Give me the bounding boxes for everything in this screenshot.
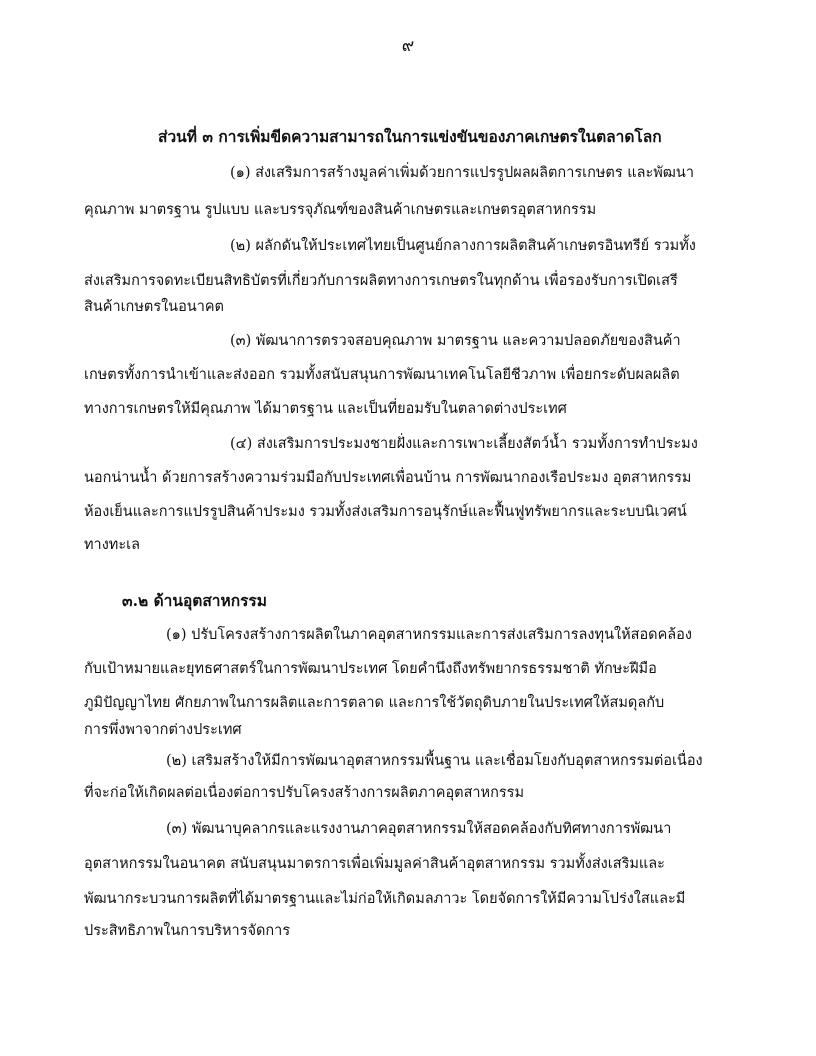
paragraph-line: (๔) ส่งเสริมการประมงชายฝั่งและการเพาะเลี้ยงสัตว์น้ำ รวมทั้งการทำประมง: [230, 436, 698, 452]
paragraph-line: เกษตรทั้งการนำเข้าและส่งออก รวมทั้งสนับสนุนการพัฒนาเทคโนโลยีชีวภาพ เพื่อยกระดับผลผลิต: [84, 367, 680, 383]
paragraph-line: ประสิทธิภาพในการบริหารจัดการ: [84, 923, 291, 939]
paragraph-line: (๓) พัฒนาการตรวจสอบคุณภาพ มาตรฐาน และความปลอดภัยของสินค้า: [230, 333, 681, 349]
paragraph-line: ส่งเสริมการจดทะเบียนสิทธิบัตรที่เกี่ยวกับการผลิตทางการเกษตรในทุกด้าน เพื่อรองรับการเปิดเสรี: [84, 273, 678, 289]
paragraph-line: พัฒนากระบวนการผลิตที่ได้มาตรฐานและไม่ก่อให้เกิดมลภาวะ โดยจัดการให้มีความโปร่งใสและมี: [84, 891, 686, 907]
paragraph-line: ทางทะเล: [84, 537, 140, 553]
paragraph-line: (๑) ส่งเสริมการสร้างมูลค่าเพิ่มด้วยการแปรรูปผลผลิตการเกษตร และพัฒนา: [230, 165, 694, 181]
paragraph-line: สินค้าเกษตรในอนาคต: [84, 299, 224, 315]
paragraph-line: (๒) เสริมสร้างให้มีการพัฒนาอุตสาหกรรมพื้นฐาน และเชื่อมโยงกับอุตสาหกรรมต่อเนื่อง: [166, 753, 703, 769]
paragraph-line: อุตสาหกรรมในอนาคต สนับสนุนมาตรการเพื่อเพิ่มมูลค่าสินค้าอุตสาหกรรม รวมทั้งส่งเสริมและ: [84, 856, 665, 872]
paragraph-line: ทางการเกษตรให้มีคุณภาพ ได้มาตรฐาน และเป็นที่ยอมรับในตลาดต่างประเทศ: [84, 401, 567, 417]
paragraph-line: นอกน่านน้ำ ด้วยการสร้างความร่วมมือกับประเทศเพื่อนบ้าน การพัฒนากองเรือประมง อุตสาหกรรม: [84, 470, 692, 486]
paragraph-line: (๒) ผลักดันให้ประเทศไทยเป็นศูนย์กลางการผลิตสินค้าเกษตรอินทรีย์ รวมทั้ง: [230, 238, 696, 254]
section-heading: ๓.๒ ด้านอุตสาหกรรม: [122, 591, 267, 610]
paragraph-line: ภูมิปัญญาไทย ศักยภาพในการผลิตและการตลาด และการใช้วัตถุดิบภายในประเทศให้สมดุลกับ: [84, 695, 665, 711]
paragraph-line: ที่จะก่อให้เกิดผลต่อเนื่องต่อการปรับโครงสร้างการผลิตภาคอุตสาหกรรม: [84, 785, 525, 801]
part3-heading: ส่วนที่ ๓ การเพิ่มขีดความสามารถในการแข่งขันของภาคเกษตรในตลาดโลก: [158, 127, 662, 146]
paragraph-line: คุณภาพ มาตรฐาน รูปแบบ และบรรจุภัณฑ์ของสินค้าเกษตรและเกษตรอุตสาหกรรม: [84, 202, 597, 218]
paragraph-line: กับเป้าหมายและยุทธศาสตร์ในการพัฒนาประเทศ โดยคำนึงถึงทรัพยากรธรรมชาติ ทักษะฝีมือ: [84, 661, 657, 677]
page-number: ๙: [401, 36, 415, 56]
paragraph-line: (๑) ปรับโครงสร้างการผลิตในภาคอุตสาหกรรมและการส่งเสริมการลงทุนให้สอดคล้อง: [166, 627, 692, 643]
paragraph-line: ห้องเย็นและการแปรรูปสินค้าประมง รวมทั้งส่งเสริมการอนุรักษ์และฟื้นฟูทรัพยากรและระบบนิเวศน์: [84, 504, 687, 520]
paragraph-line: การพึ่งพาจากต่างประเทศ: [84, 722, 242, 738]
paragraph-line: (๓) พัฒนาบุคลากรและแรงงานภาคอุตสาหกรรมให้สอดคล้องกับทิศทางการพัฒนา: [166, 821, 672, 837]
